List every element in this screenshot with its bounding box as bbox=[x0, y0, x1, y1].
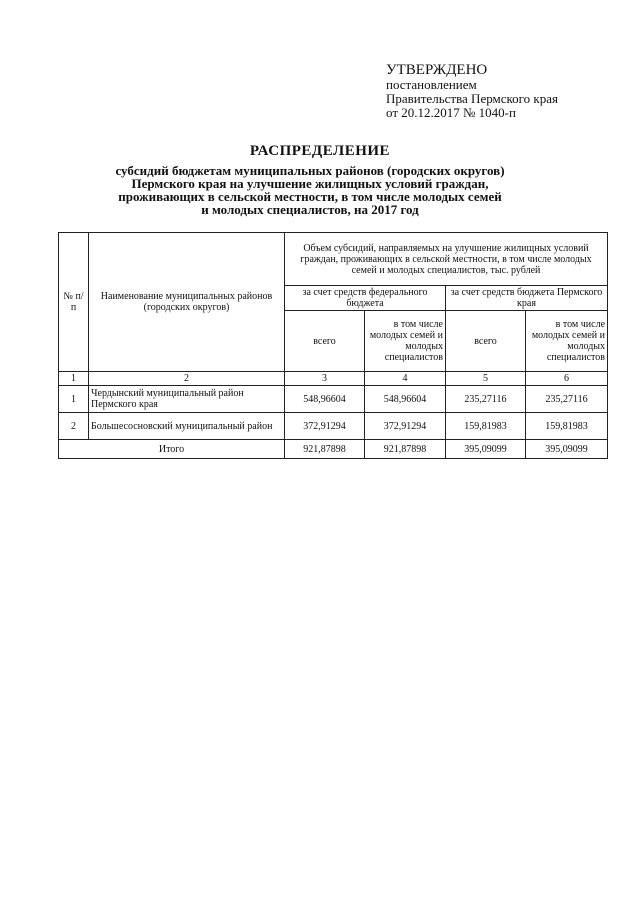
row-number: 1 bbox=[59, 386, 89, 413]
subsidy-table bbox=[58, 232, 608, 459]
total-label: Итого bbox=[59, 440, 285, 459]
header-name: Наименование муниципальных районов (городских округов) bbox=[89, 233, 285, 372]
total-value: 395,09099 bbox=[446, 440, 526, 459]
subtitle-line: субсидий бюджетам муниципальных районов (городских округов) bbox=[115, 163, 505, 178]
table-row bbox=[59, 386, 608, 413]
row-value: 548,96604 bbox=[285, 386, 365, 413]
header-including: в том числе молодых семей и молодых специалистов bbox=[526, 311, 608, 372]
row-value: 548,96604 bbox=[365, 386, 446, 413]
header-total: всего bbox=[446, 311, 526, 372]
row-number: 2 bbox=[59, 413, 89, 440]
document-subtitle bbox=[90, 164, 530, 216]
header-total: всего bbox=[285, 311, 365, 372]
header-volume: Объем субсидий, направляемых на улучшение жилищных условий граждан, проживающих в сельской местности, в том числе молодых семей и молодых специалистов, тыс. рублей bbox=[285, 233, 608, 286]
row-value: 159,81983 bbox=[446, 413, 526, 440]
col-number: 5 bbox=[446, 372, 526, 386]
row-name: Большесосновский муниципальный район bbox=[89, 413, 285, 440]
row-value: 235,27116 bbox=[446, 386, 526, 413]
total-row bbox=[59, 440, 608, 459]
col-number: 3 bbox=[285, 372, 365, 386]
row-value: 159,81983 bbox=[526, 413, 608, 440]
subtitle-line: Пермского края на улучшение жилищных условий граждан, bbox=[131, 176, 489, 191]
total-value: 395,09099 bbox=[526, 440, 608, 459]
col-number: 6 bbox=[526, 372, 608, 386]
col-number: 4 bbox=[365, 372, 446, 386]
row-value: 235,27116 bbox=[526, 386, 608, 413]
row-value: 372,91294 bbox=[285, 413, 365, 440]
table-row bbox=[59, 413, 608, 440]
approval-stamp bbox=[386, 62, 626, 120]
approval-heading: УТВЕРЖДЕНО bbox=[386, 62, 488, 78]
total-value: 921,87898 bbox=[365, 440, 446, 459]
header-federal: за счет средств федерального бюджета bbox=[285, 286, 446, 311]
header-regional: за счет средств бюджета Пермского края bbox=[446, 286, 608, 311]
header-row bbox=[59, 233, 608, 286]
header-num: № п/п bbox=[59, 233, 89, 372]
approval-date: от 20.12.2017 № 1040-п bbox=[386, 105, 516, 120]
col-number: 1 bbox=[59, 372, 89, 386]
document-title: РАСПРЕДЕЛЕНИЕ bbox=[249, 143, 391, 159]
row-value: 372,91294 bbox=[365, 413, 446, 440]
total-value: 921,87898 bbox=[285, 440, 365, 459]
header-including: в том числе молодых семей и молодых специалистов bbox=[365, 311, 446, 372]
column-number-row bbox=[59, 372, 608, 386]
col-number: 2 bbox=[89, 372, 285, 386]
approval-line: Правительства Пермского края bbox=[386, 91, 558, 106]
subtitle-line: проживающих в сельской местности, в том числе молодых семей bbox=[118, 189, 502, 204]
approval-line: постановлением bbox=[386, 77, 477, 92]
subtitle-line: и молодых специалистов, на 2017 год bbox=[201, 202, 419, 217]
row-name: Чердынский муниципальный район Пермского края bbox=[89, 386, 285, 413]
